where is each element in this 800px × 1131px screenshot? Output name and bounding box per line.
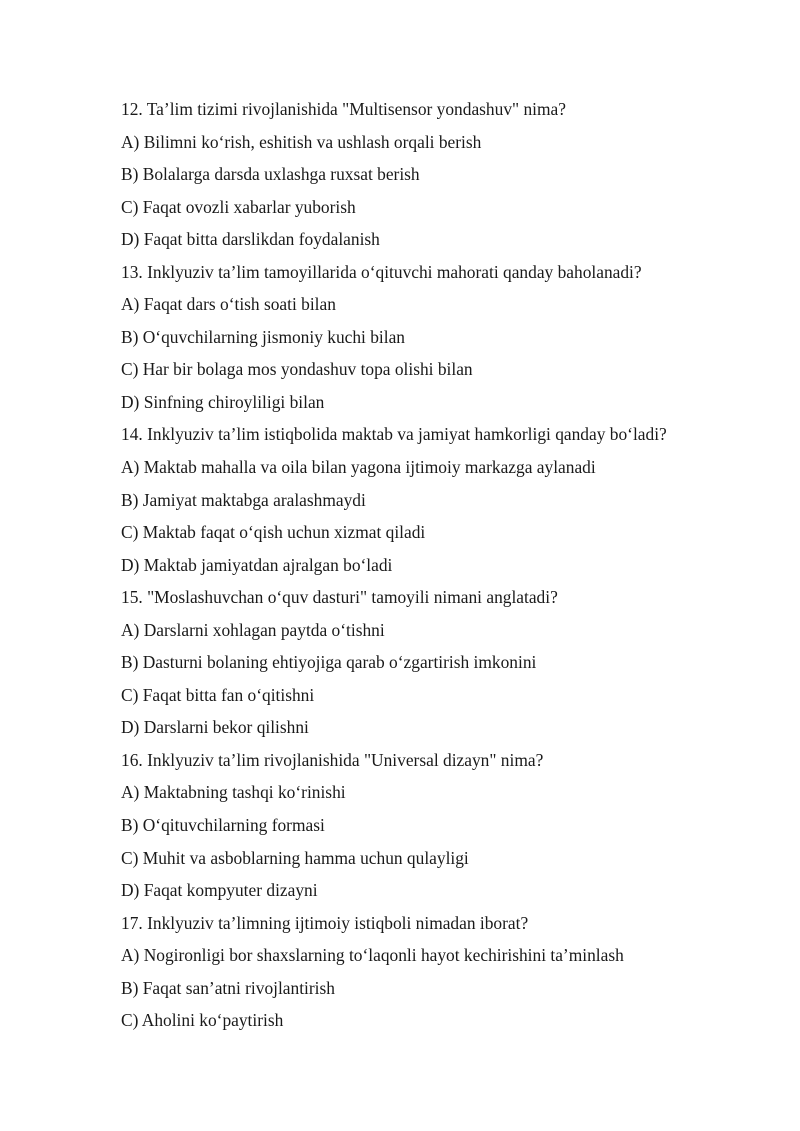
option-12-b: B) Bolalarga darsda uxlashga ruxsat berish xyxy=(121,164,420,185)
option-15-c: C) Faqat bitta fan o‘qitishni xyxy=(121,684,315,705)
option-14-d: D) Maktab jamiyatdan ajralgan bo‘ladi xyxy=(121,554,393,575)
option-15-b: B) Dasturni bolaning ehtiyojiga qarab o‘zgartirish imkonini xyxy=(121,652,537,673)
option-14-a: A) Maktab mahalla va oila bilan yagona ijtimoiy markazga aylanadi xyxy=(121,457,596,478)
question-12: 12. Ta’lim tizimi rivojlanishida "Multisensor yondashuv" nima? xyxy=(121,99,566,119)
question-13: 13. Inklyuziv ta’lim tamoyillarida o‘qituvchi mahorati qanday baholanadi? xyxy=(121,261,642,282)
question-17: 17. Inklyuziv ta’limning ijtimoiy istiqboli nimadan iborat? xyxy=(121,912,529,933)
option-14-c: C) Maktab faqat o‘qish uchun xizmat qiladi xyxy=(121,522,426,543)
option-16-b: B) O‘qituvchilarning formasi xyxy=(121,815,325,836)
question-16: 16. Inklyuziv ta’lim rivojlanishida "Universal dizayn" nima? xyxy=(121,749,544,770)
question-15: 15. "Moslashuvchan o‘quv dasturi" tamoyili nimani anglatadi? xyxy=(121,587,558,608)
option-15-a: A) Darslarni xohlagan paytda o‘tishni xyxy=(121,619,385,640)
option-16-d: D) Faqat kompyuter dizayni xyxy=(121,880,318,901)
option-13-c: C) Har bir bolaga mos yondashuv topa olishi bilan xyxy=(121,359,473,380)
option-13-b: B) O‘quvchilarning jismoniy kuchi bilan xyxy=(121,326,406,347)
option-13-d: D) Sinfning chiroyliligi bilan xyxy=(121,391,325,412)
option-17-c: C) Aholini ko‘paytirish xyxy=(121,1010,284,1031)
option-16-a: A) Maktabning tashqi ko‘rinishi xyxy=(121,782,346,803)
option-13-a: A) Faqat dars o‘tish soati bilan xyxy=(121,294,336,315)
option-12-d: D) Faqat bitta darslikdan foydalanish xyxy=(121,229,380,250)
document-body xyxy=(121,96,761,1040)
option-12-a: A) Bilimni ko‘rish, eshitish va ushlash orqali berish xyxy=(121,131,482,152)
option-17-a: A) Nogironligi bor shaxslarning to‘laqonli hayot kechirishini ta’minlash xyxy=(121,945,624,966)
option-16-c: C) Muhit va asboblarning hamma uchun qulayligi xyxy=(121,847,469,868)
option-17-b: B) Faqat san’atni rivojlantirish xyxy=(121,977,335,998)
option-15-d: D) Darslarni bekor qilishni xyxy=(121,717,309,738)
option-14-b: B) Jamiyat maktabga aralashmaydi xyxy=(121,489,366,510)
option-12-c: C) Faqat ovozli xabarlar yuborish xyxy=(121,196,356,217)
question-14: 14. Inklyuziv ta’lim istiqbolida maktab va jamiyat hamkorligi qanday bo‘ladi? xyxy=(121,424,667,445)
